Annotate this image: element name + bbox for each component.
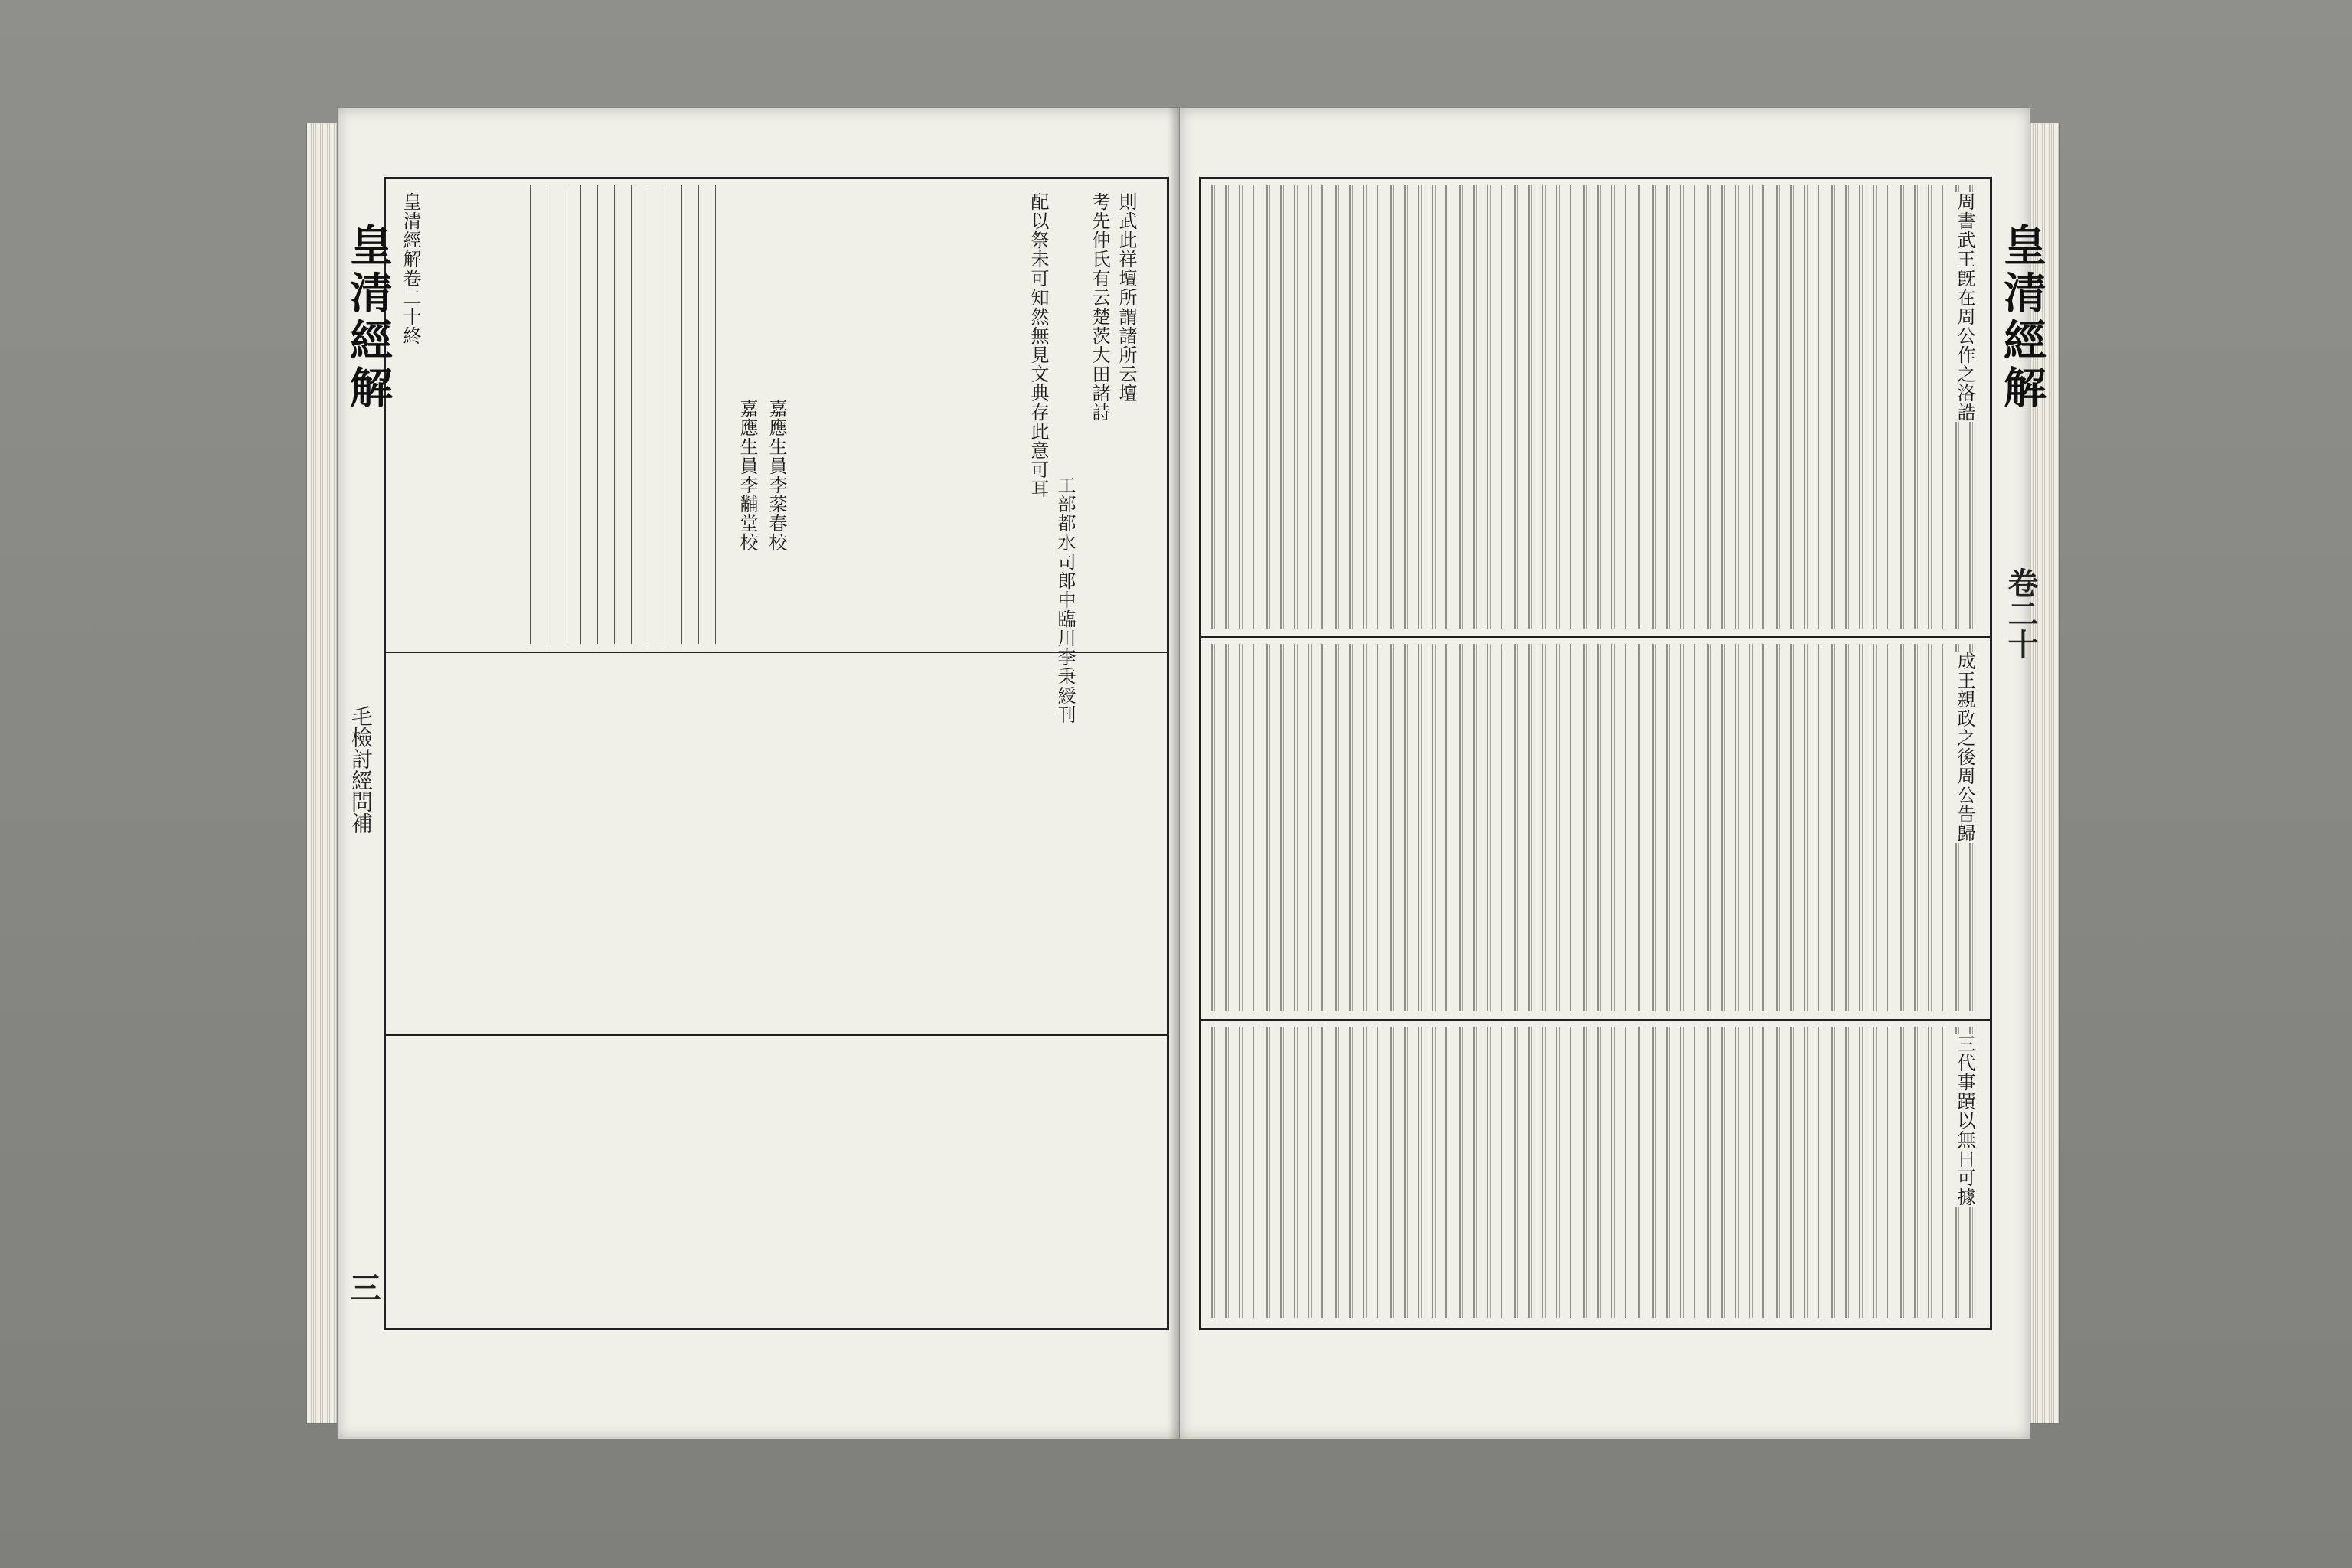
right-column-3: 三代事蹟以無日可據: [1954, 1034, 1975, 1207]
right-running-title: 皇清經解: [1997, 223, 2047, 413]
right-column-2: 成王親政之後周公告歸: [1954, 652, 1975, 843]
left-colophon-1: 嘉應生員李黼堂校: [737, 399, 758, 552]
left-column-2: 則武此祥壇所謂諸所云壇: [1116, 192, 1137, 403]
left-column-1: 考先仲氏有云楚茨大田諸詩: [1089, 192, 1110, 422]
left-page-divider-2: [384, 1034, 1167, 1036]
left-empty-ruled-area: [514, 185, 728, 644]
left-page-number: 三: [345, 1272, 381, 1302]
right-page: [1179, 107, 2047, 1439]
left-page-frame: [384, 177, 1169, 1330]
right-text-block-2: [1207, 644, 1980, 1011]
right-section-label: 卷二十: [2003, 567, 2039, 659]
left-footer-note: 皇清經解卷二十終: [400, 192, 421, 345]
right-page-divider-2: [1199, 1019, 1990, 1021]
left-colophon-2: 嘉應生員李棻春校: [766, 399, 787, 552]
right-page-divider-1: [1199, 636, 1990, 638]
left-column-3: 配以祭未可知然無見文典存此意可耳: [1027, 192, 1049, 498]
left-page-divider-1: [384, 652, 1167, 653]
left-bottom-title: 毛檢討經問補: [348, 705, 374, 834]
left-official-line: 工部都水司郎中臨川李秉綬刊: [1054, 475, 1076, 724]
right-column-1: 周書武王旣在周公作之洛誥: [1954, 192, 1975, 422]
left-page: [337, 107, 1181, 1439]
right-text-block-1: [1207, 185, 1980, 629]
right-text-block-3: [1207, 1027, 1980, 1318]
open-book: [306, 92, 2060, 1455]
left-running-title: 皇清經解: [343, 223, 394, 413]
